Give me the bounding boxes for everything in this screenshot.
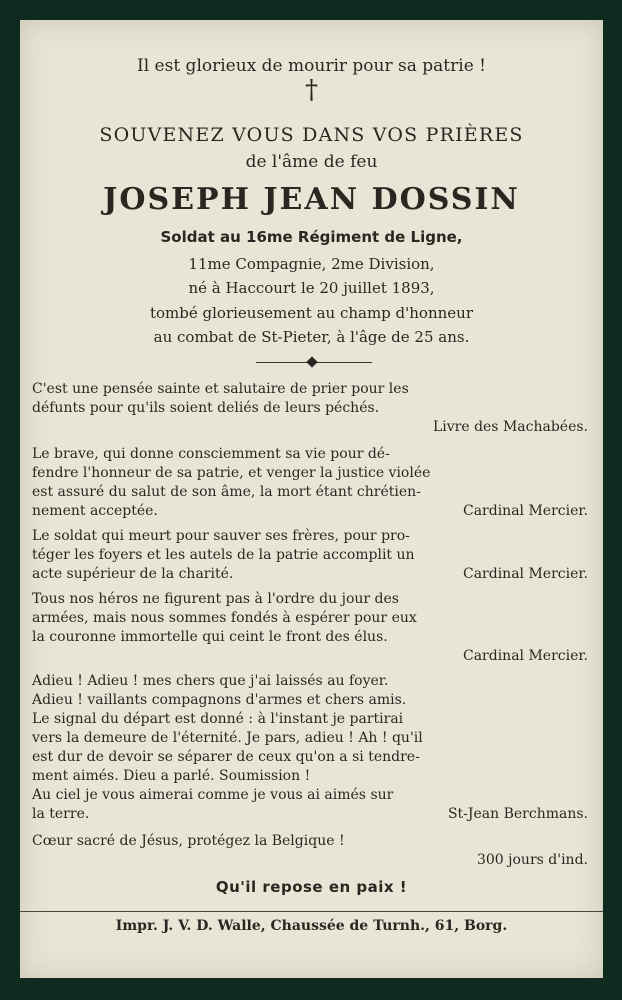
text-line: Cœur sacré de Jésus, protégez la Belgique !: [32, 833, 345, 849]
text-line: est assuré du salut de son âme, la mort étant chrétien-: [32, 484, 421, 500]
attribution: St-Jean Berchmans.: [447, 806, 588, 822]
text-line: armées, mais nous sommes fondés à espérer pour eux: [32, 610, 417, 626]
attribution: Livre des Machabées.: [432, 419, 588, 435]
paragraph: [32, 590, 588, 664]
text-line: C'est une pensée sainte et salutaire de prier pour les: [32, 381, 409, 397]
attribution: Cardinal Mercier.: [462, 648, 588, 664]
text-line: Le signal du départ est donné : à l'instant je partirai: [32, 711, 404, 727]
company-line: 11me Compagnie, 2me Division,: [188, 255, 435, 273]
text-line: Tous nos héros ne figurent pas à l'ordre du jour des: [32, 591, 399, 607]
birth-line: né à Haccourt le 20 juillet 1893,: [188, 279, 435, 297]
paragraph: [32, 527, 588, 584]
text-line: la terre.: [32, 806, 90, 822]
attribution: Cardinal Mercier.: [462, 566, 588, 582]
text-line: Le brave, qui donne consciemment sa vie pour dé-: [32, 446, 390, 462]
paragraph: [32, 445, 588, 521]
heading: SOUVENEZ VOUS DANS VOS PRIÈRES: [99, 124, 524, 146]
text-line: acte supérieur de la charité.: [32, 566, 234, 582]
text-line: défunts pour qu'ils soient deliés de leurs péchés.: [32, 400, 380, 416]
text-line: Adieu ! vaillants compagnons d'armes et chers amis.: [32, 692, 407, 708]
death-line: tombé glorieusement au champ d'honneur: [149, 304, 473, 322]
combat-line: au combat de St-Pieter, à l'âge de 25 ans.: [153, 328, 470, 346]
closing-prayer: Qu'il repose en paix !: [215, 878, 408, 896]
paragraph: [32, 672, 588, 824]
divider-rule: [20, 911, 603, 912]
cross-icon: †: [305, 75, 318, 105]
memorial-card: [20, 20, 603, 978]
diamond-icon: [306, 356, 317, 367]
attribution: Cardinal Mercier.: [462, 503, 588, 519]
text-line: nement acceptée.: [32, 503, 158, 519]
regiment-line: Soldat au 16me Régiment de Ligne,: [160, 228, 463, 246]
text-line: téger les foyers et les autels de la patrie accomplit un: [32, 547, 415, 563]
motto: Il est glorieux de mourir pour sa patrie !: [136, 56, 486, 76]
text-line: fendre l'honneur de sa patrie, et venger la justice violée: [32, 465, 431, 481]
paragraph: [32, 832, 588, 868]
paragraph: [32, 380, 588, 435]
text-line: Le soldat qui meurt pour sauver ses frères, pour pro-: [32, 528, 410, 544]
text-line: la couronne immortelle qui ceint le front des élus.: [32, 629, 388, 645]
ornament-divider: [256, 355, 372, 369]
text-line: Au ciel je vous aimerai comme je vous ai aimés sur: [32, 787, 394, 803]
text-line: vers la demeure de l'éternité. Je pars, adieu ! Ah ! qu'il: [32, 730, 423, 746]
printer-imprint: Impr. J. V. D. Walle, Chaussée de Turnh., 61, Borg.: [115, 918, 508, 934]
subheading: de l'âme de feu: [245, 152, 378, 172]
text-line: est dur de devoir se séparer de ceux qu'on a si tendre-: [32, 749, 420, 765]
text-line: ment aimés. Dieu a parlé. Soumission !: [32, 768, 311, 784]
text-line: Adieu ! Adieu ! mes chers que j'ai laissés au foyer.: [32, 673, 389, 689]
indulgence-note: 300 jours d'ind.: [476, 852, 588, 868]
deceased-name: JOSEPH JEAN DOSSIN: [103, 182, 520, 217]
